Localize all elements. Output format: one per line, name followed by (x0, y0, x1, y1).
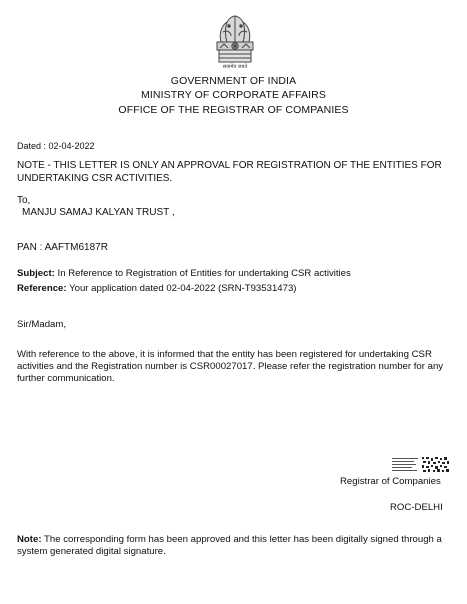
footer-note-label: Note: (17, 534, 42, 545)
letter-body: With reference to the above, it is informed that the entity has been registered for undertaking CSR activities and the Registration number is CSR00027017. Please refer the registration number for any further communication. (17, 349, 444, 384)
addressee-name: MANJU SAMAJ KALYAN TRUST , (22, 207, 175, 218)
subject-line (17, 268, 351, 280)
letter-date: Dated : 02-04-2022 (17, 141, 95, 151)
pan-number: PAN : AAFTM6187R (17, 242, 108, 253)
header-office: OFFICE OF THE REGISTRAR OF COMPANIES (118, 104, 349, 116)
footer-note-text: The corresponding form has been approved and this letter has been digitally signed through a system generated digital signature. (17, 534, 442, 557)
signatory-title: Registrar of Companies (340, 476, 441, 487)
to-label: To, (17, 195, 31, 206)
reference-line (17, 283, 296, 295)
subject-text: In Reference to Registration of Entities for undertaking CSR activities (57, 268, 351, 279)
approval-note: NOTE - THIS LETTER IS ONLY AN APPROVAL FOR REGISTRATION OF THE ENTITIES FOR UNDERTAKING CSR ACTIVITIES. (17, 160, 442, 184)
header-government: GOVERNMENT OF INDIA (170, 75, 297, 87)
header-ministry: MINISTRY OF CORPORATE AFFAIRS (141, 89, 326, 101)
footer-note (17, 534, 457, 558)
salutation: Sir/Madam, (17, 319, 67, 330)
reference-label: Reference: (17, 283, 67, 294)
emblem-motto: सत्यमेव जयते (222, 64, 248, 70)
digital-signature-stamp-icon (392, 456, 450, 474)
reference-text: Your application dated 02-04-2022 (SRN-T93531473) (69, 283, 297, 294)
subject-label: Subject: (17, 268, 55, 279)
signatory-office: ROC-DELHI (390, 502, 443, 513)
